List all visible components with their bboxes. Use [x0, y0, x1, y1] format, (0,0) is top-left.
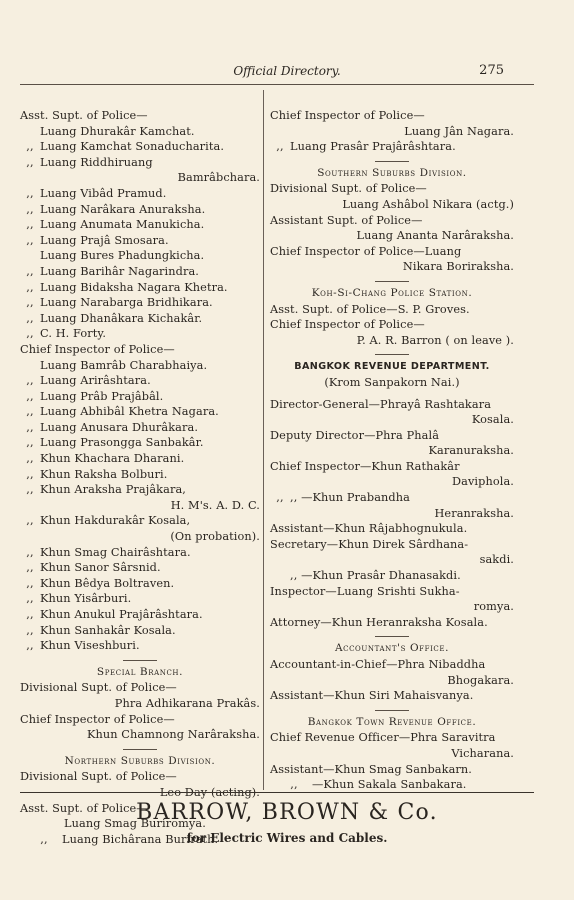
ditto-mark: ,,: [26, 545, 34, 559]
directory-entry: [20, 358, 260, 374]
entry-text: Inspector—Luang Srishti Sukha-: [270, 584, 460, 598]
ditto-mark: ,,: [26, 405, 34, 419]
directory-entry: [20, 529, 260, 545]
directory-entry: [20, 139, 260, 155]
entry-text: Divisional Supt. of Police—: [270, 182, 427, 196]
ditto-mark: ,,: [26, 186, 34, 200]
ditto-mark: ,,: [26, 639, 34, 653]
entry-text: Luang Bidaksha Nagara Khetra.: [40, 280, 228, 294]
entry-text: Chief Inspector of Police—: [270, 318, 425, 332]
entry-text: Bangkok Town Revenue Office.: [307, 715, 477, 728]
entry-text: Bhogakara.: [447, 673, 514, 687]
entry-text: Khun Bêdya Boltraven.: [40, 576, 175, 590]
section-heading: [20, 754, 260, 770]
entry-text: Asst. Supt. of Police—: [20, 109, 148, 122]
entry-text: Director-General—Phrayâ Rashtakara: [270, 397, 492, 411]
entry-text: Luang Barihâr Nagarindra.: [40, 264, 199, 278]
entry-text: P. A. R. Barron ( on leave ).: [356, 333, 514, 347]
entry-text: Khun Yisârburi.: [40, 592, 132, 606]
directory-entry: [270, 490, 514, 506]
directory-entry: [270, 599, 514, 615]
entry-text: Luang Arirâshtara.: [40, 374, 151, 388]
footer-rule: [20, 792, 534, 793]
entry-text: Khun Smag Chairâshtara.: [40, 545, 191, 559]
entry-text: Special Branch.: [96, 665, 184, 678]
directory-entry: [270, 181, 514, 197]
directory-entry: [20, 513, 260, 529]
entry-text: Chief Inspector of Police—: [270, 109, 425, 122]
entry-text: Koh-Si-Chang Police Station.: [311, 286, 473, 299]
entry-text: Chief Inspector of Police—: [20, 342, 175, 356]
directory-entry: [20, 108, 260, 124]
directory-entry: [20, 311, 260, 327]
directory-entry: [20, 264, 260, 280]
page-header-title: Official Directory.: [233, 64, 341, 78]
entry-text: Luang Bamrâb Charabhaiya.: [40, 358, 208, 372]
entry-text: BANGKOK REVENUE DEPARTMENT.: [294, 361, 490, 373]
entry-text: —Khun Sakala Sanbakara.: [312, 778, 467, 792]
entry-text: Chief Inspector of Police—Luang: [270, 244, 462, 258]
directory-entry: [20, 727, 260, 743]
ditto-mark: ,,: [26, 576, 34, 590]
section-heading: [270, 286, 514, 302]
entry-text: (On probation).: [170, 530, 260, 544]
section-rule: [123, 660, 157, 661]
directory-entry: [20, 545, 260, 561]
entry-text: Khun Sanor Sârsnid.: [40, 561, 161, 575]
entry-text: Luang Prasâr Prajârâshtara.: [290, 140, 456, 154]
directory-entry: [270, 412, 514, 428]
entry-text: Luang Narabarga Bridhikara.: [40, 296, 213, 310]
directory-entry: [270, 552, 514, 568]
section-heading: [20, 665, 260, 681]
entry-text: Luang Ashâbol Nikara (actg.): [342, 197, 514, 211]
entry-text: ,, —Khun Prabandha: [290, 491, 410, 505]
ditto-mark: ,,: [26, 389, 34, 403]
directory-entry: [20, 638, 260, 654]
directory-entry: [270, 521, 514, 537]
section-rule: [375, 281, 409, 282]
entry-text: Luang Anumata Manukicha.: [40, 218, 205, 232]
entry-text: C. H. Forty.: [40, 327, 107, 341]
entry-text: Khun Sanhakâr Kosala.: [40, 623, 176, 637]
entry-text: Luang Prasongga Sanbakâr.: [40, 436, 204, 450]
directory-entry: [270, 673, 514, 689]
entry-text: Khun Anukul Prajârâshtara.: [40, 608, 203, 621]
directory-entry: [20, 451, 260, 467]
ditto-mark: ,,: [276, 140, 284, 154]
section-rule: [123, 749, 157, 750]
directory-entry: [270, 537, 514, 553]
entry-text: Chief Inspector of Police—: [20, 712, 175, 726]
directory-entry: [270, 746, 514, 762]
ditto-mark: ,,: [26, 561, 34, 575]
directory-entry: [270, 568, 514, 584]
section-rule: [375, 710, 409, 711]
section-heading: [270, 641, 514, 657]
ditto-mark: ,,: [26, 327, 34, 341]
page-number: 275: [479, 63, 504, 78]
directory-entry: [20, 680, 260, 696]
section-rule: [375, 161, 409, 162]
directory-entry: [20, 280, 260, 296]
directory-entry: [270, 213, 514, 229]
directory-entry: [270, 506, 514, 522]
directory-entry: [20, 373, 260, 389]
directory-entry: [20, 404, 260, 420]
entry-text: Luang Kamchat Sonaducharita.: [40, 140, 225, 154]
entry-text: Khun Chamnong Narâraksha.: [86, 728, 260, 742]
directory-entry: [270, 657, 514, 673]
entry-text: Luang Abhibâl Khetra Nagara.: [40, 405, 219, 419]
entry-text: Secretary—Khun Direk Sârdhana-: [270, 537, 469, 551]
entry-text: Assistant Supt. of Police—: [270, 213, 423, 227]
entry-text: Luang Bichârana Burirath.: [62, 832, 219, 846]
entry-text: Southern Suburbs Division.: [317, 166, 467, 179]
ditto-mark: ,,: [26, 280, 34, 294]
entry-text: Khun Hakdurakâr Kosala,: [40, 514, 191, 528]
directory-entry: [20, 124, 260, 140]
entry-text: H. M's. A. D. C.: [170, 498, 260, 512]
entry-text: Northern Suburbs Division.: [64, 754, 216, 767]
entry-text: Bamrâbchara.: [177, 171, 260, 185]
ditto-mark: ,,: [290, 778, 298, 792]
directory-entry: [20, 420, 260, 436]
entry-text: Luang Ananta Narâraksha.: [356, 229, 514, 243]
directory-entry: [20, 202, 260, 218]
directory-entry: [270, 108, 514, 124]
directory-entry: [20, 482, 260, 498]
directory-entry: [270, 228, 514, 244]
directory-entry: [270, 688, 514, 704]
entry-text: Phra Adhikarana Prakâs.: [114, 696, 260, 710]
entry-text: Assistant—Khun Smag Sanbakarn.: [270, 762, 472, 776]
directory-entry: [20, 498, 260, 514]
ditto-mark: ,,: [26, 467, 34, 481]
section-rule: [375, 636, 409, 637]
ditto-mark: ,,: [26, 608, 34, 621]
entry-text: Assistant—Khun Râjabhognukula.: [270, 522, 468, 536]
directory-entry: [270, 615, 514, 631]
directory-entry: [20, 326, 260, 342]
directory-entry: [270, 474, 514, 490]
directory-entry: [20, 170, 260, 186]
directory-entry: [270, 302, 514, 318]
entry-text: Accountant's Office.: [334, 642, 450, 655]
entry-text: Assistant—Khun Siri Mahaisvanya.: [270, 689, 474, 703]
directory-entry: [270, 730, 514, 746]
entry-text: Karanuraksha.: [428, 444, 514, 458]
entry-text: Luang Anusara Dhurâkara.: [40, 420, 199, 434]
entry-text: Luang Riddhiruang: [40, 155, 153, 169]
directory-entry: [20, 560, 260, 576]
entry-text: Luang Smag Buriromya.: [64, 817, 206, 831]
directory-entry: [270, 244, 514, 260]
directory-entry: [270, 777, 514, 793]
advertisement-subtitle: for Electric Wires and Cables.: [186, 831, 388, 845]
directory-entry: [20, 342, 260, 358]
ditto-mark: ,,: [26, 311, 34, 325]
entry-text: Asst. Supt. of Police—S. P. Groves.: [270, 302, 470, 316]
ditto-mark: ,,: [26, 233, 34, 247]
right-column: [270, 108, 514, 793]
ditto-mark: ,,: [26, 264, 34, 278]
advertisement-title: BARROW, BROWN & Co.: [136, 800, 438, 825]
entry-text: Leo Day (acting).: [159, 785, 260, 799]
directory-entry: [20, 576, 260, 592]
entry-text: Luang Narâkara Anuraksha.: [40, 202, 206, 216]
entry-text: Luang Jân Nagara.: [404, 124, 514, 138]
directory-entry: [20, 248, 260, 264]
directory-entry: [270, 124, 514, 140]
ditto-mark: ,,: [26, 436, 34, 450]
directory-entry: [270, 443, 514, 459]
entry-text: Asst. Supt. of Police—: [20, 801, 148, 815]
entry-text: Luang Vibâd Pramud.: [40, 186, 167, 200]
directory-entry: [20, 623, 260, 639]
entry-text: sakdi.: [479, 553, 514, 567]
directory-entry: [20, 769, 260, 785]
ditto-mark: ,,: [26, 155, 34, 169]
entry-text: Khun Khachara Dharani.: [40, 452, 185, 466]
directory-entry: [270, 259, 514, 275]
entry-text: Attorney—Khun Heranraksha Kosala.: [270, 615, 488, 629]
entry-text: Luang Dhurakâr Kamchat.: [40, 124, 195, 138]
entry-text: Accountant-in-Chief—Phra Nibaddha: [270, 658, 486, 671]
entry-text: (Krom Sanpakorn Nai.): [324, 375, 460, 389]
directory-entry: [20, 389, 260, 405]
entry-text: Luang Dhanâkara Kichakâr.: [40, 311, 203, 325]
directory-entry: [270, 197, 514, 213]
directory-entry: [20, 186, 260, 202]
entry-text: Khun Araksha Prajâkara,: [40, 483, 186, 497]
entry-text: Deputy Director—Phra Phalâ: [270, 428, 440, 442]
ditto-mark: ,,: [26, 514, 34, 528]
entry-text: Khun Viseshburi.: [40, 639, 140, 653]
section-heading: [270, 166, 514, 182]
entry-text: Luang Bures Phadungkicha.: [40, 249, 205, 263]
ditto-mark: ,,: [26, 296, 34, 310]
directory-entry: [20, 435, 260, 451]
ditto-mark: ,,: [26, 374, 34, 388]
entry-text: Luang Prajâ Smosara.: [40, 233, 169, 247]
left-column: [20, 108, 260, 847]
directory-entry: [270, 428, 514, 444]
ditto-mark: ,,: [26, 483, 34, 497]
entry-text: Vicharana.: [451, 746, 514, 760]
directory-entry: [20, 155, 260, 171]
directory-entry: [270, 762, 514, 778]
entry-text: Chief Revenue Officer—Phra Saravitra: [270, 731, 496, 745]
entry-text: Daviphola.: [451, 475, 514, 489]
ditto-mark: ,,: [276, 491, 284, 505]
section-heading: [270, 715, 514, 731]
directory-entry: [270, 333, 514, 349]
directory-entry: [270, 317, 514, 333]
entry-text: Nikara Boriraksha.: [402, 260, 514, 274]
directory-entry: [270, 375, 514, 391]
ditto-mark: ,,: [26, 218, 34, 232]
ditto-mark: ,,: [40, 832, 48, 846]
directory-entry: [20, 696, 260, 712]
entry-text: Divisional Supt. of Police—: [20, 681, 177, 695]
entry-text: Kosala.: [471, 413, 514, 427]
entry-text: Khun Raksha Bolburi.: [40, 467, 168, 481]
entry-text: ,, —Khun Prasâr Dhanasakdi.: [290, 569, 461, 583]
entry-text: Heranraksha.: [434, 506, 514, 520]
directory-entry: [270, 459, 514, 475]
entry-text: Divisional Supt. of Police—: [20, 770, 177, 784]
directory-entry: [20, 217, 260, 233]
ditto-mark: ,,: [26, 623, 34, 637]
entry-text: romya.: [473, 600, 514, 614]
directory-entry: [270, 139, 514, 155]
ditto-mark: ,,: [26, 140, 34, 154]
directory-entry: [20, 607, 260, 623]
ditto-mark: ,,: [26, 592, 34, 606]
ditto-mark: ,,: [26, 452, 34, 466]
column-divider: [263, 90, 264, 790]
ditto-mark: ,,: [26, 202, 34, 216]
directory-entry: [20, 712, 260, 728]
directory-entry: [20, 295, 260, 311]
directory-entry: [20, 233, 260, 249]
entry-text: Luang Prâb Prajâbâl.: [40, 389, 164, 403]
section-rule: [375, 354, 409, 355]
directory-entry: [270, 397, 514, 413]
directory-entry: [20, 591, 260, 607]
directory-entry: [270, 584, 514, 600]
ditto-mark: ,,: [26, 420, 34, 434]
directory-entry: [20, 467, 260, 483]
section-heading: [270, 359, 514, 375]
entry-text: Chief Inspector—Khun Rathakâr: [270, 459, 460, 473]
header-rule: [20, 84, 534, 85]
